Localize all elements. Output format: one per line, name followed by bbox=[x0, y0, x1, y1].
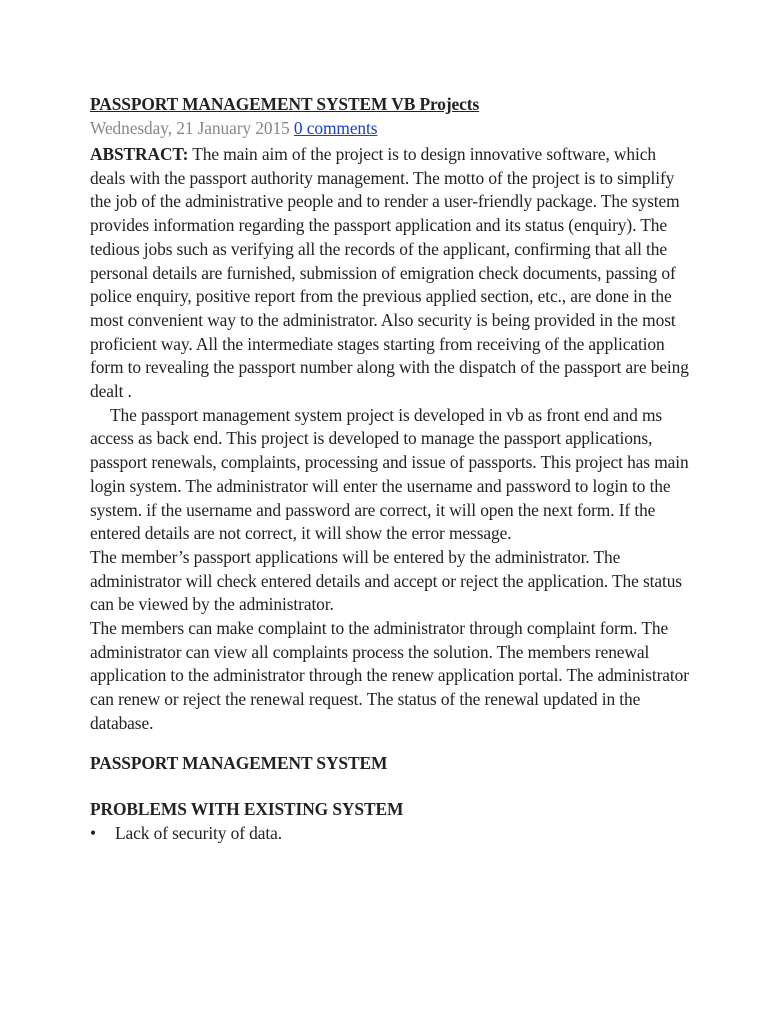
list-item bbox=[90, 822, 690, 846]
abstract-paragraph bbox=[90, 143, 690, 404]
post-date: Wednesday, 21 January 2015 bbox=[90, 118, 290, 138]
post-title[interactable]: PASSPORT MANAGEMENT SYSTEM VB Projects bbox=[90, 94, 480, 114]
bullet-icon: • bbox=[90, 822, 96, 843]
abstract-label: ABSTRACT: bbox=[90, 144, 189, 164]
post-meta bbox=[90, 116, 690, 140]
abstract-text: The main aim of the project is to design innovative software, which deals with the passport authority management. The motto of the project is to simplify the job of the administrative people and to render a user-friendly package. The system provides information regarding the passport application and its status (enquiry). The tedious jobs such as verifying all the records of the applicant, confirming that all the personal details are furnished, submission of emigration check documents, passing of police enquiry, positive report from the previous applied section, etc., are done in the most convenient way to the administrator. Also security is being provided in the most proficient way. All the intermediate stages starting from receiving of the application form to revealing the passport number along with the dispatch of the passport are being dealt . bbox=[90, 144, 689, 402]
problems-list bbox=[90, 822, 690, 846]
document-page bbox=[90, 92, 690, 846]
body-paragraph-applications: The member’s passport applications will be entered by the administrator. The administrator will check entered details and accept or reject the application. The status can be viewed by the administrator. bbox=[90, 546, 682, 615]
body-paragraph-complaints: The members can make complaint to the administrator through complaint form. The administrator can view all complaints process the solution. The members renewal application to the administrator through the renew application portal. The administrator can renew or reject the renewal request. The status of the renewal updated in the database. bbox=[90, 618, 689, 733]
body-paragraph-project: The passport management system project is developed in vb as front end and ms access as back end. This project is developed to manage the passport applications, passport renewals, complaints, processing and issue of passports. This project has main login system. The administrator will enter the username and password to login to the system. if the username and password are correct, it will open the next form. If the entered details are not correct, it will show the error message. bbox=[90, 404, 689, 544]
comments-link[interactable]: 0 comments bbox=[293, 118, 378, 138]
section-heading: PASSPORT MANAGEMENT SYSTEM bbox=[90, 752, 388, 773]
problems-heading: PROBLEMS WITH EXISTING SYSTEM bbox=[90, 799, 404, 820]
list-item-text: Lack of security of data. bbox=[115, 822, 282, 843]
